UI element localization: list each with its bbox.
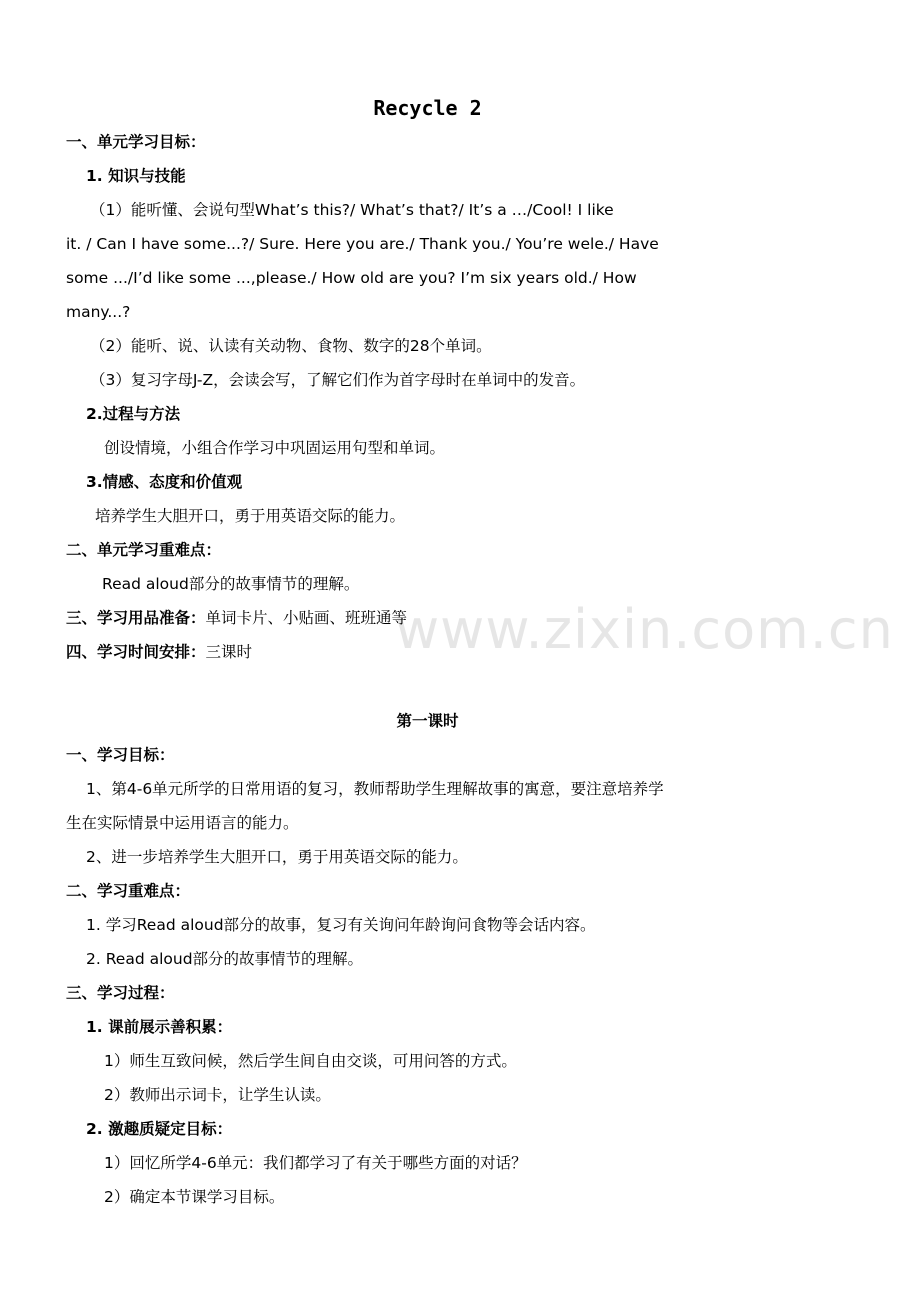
paragraph-line: 1、第4-6单元所学的日常用语的复习，教师帮助学生理解故事的寓意，要注意培养学 (86, 780, 664, 798)
schedule-text: 三课时 (205, 643, 253, 661)
knowledge-skills-heading: 1. 知识与技能 (86, 167, 186, 185)
paragraph-line: 2、进一步培养学生大胆开口，勇于用英语交际的能力。 (86, 848, 468, 866)
learning-process-heading: 三、学习过程： (66, 984, 175, 1002)
motivation-heading: 2. 激趣质疑定目标： (86, 1120, 233, 1138)
materials-text: 单词卡片、小贴画、班班通等 (205, 609, 408, 627)
paragraph-line: 1. 学习Read aloud部分的故事，复习有关询问年龄询问食物等会话内容。 (86, 916, 596, 934)
paragraph-line: 2. Read aloud部分的故事情节的理解。 (86, 950, 364, 968)
paragraph-line: （2）能听、说、认读有关动物、食物、数字的28个单词。 (90, 337, 492, 355)
paragraph-line: many...? (66, 303, 131, 321)
process-method-heading: 2.过程与方法 (86, 405, 181, 423)
paragraph-line: 培养学生大胆开口，勇于用英语交际的能力。 (95, 507, 406, 525)
lesson-goals-heading: 一、学习目标： (66, 746, 175, 764)
paragraph-line: Read aloud部分的故事情节的理解。 (102, 575, 360, 593)
attitude-values-heading: 3.情感、态度和价值观 (86, 473, 243, 491)
paragraph-line: 创设情境，小组合作学习中巩固运用句型和单词。 (104, 439, 446, 457)
unit-goals-heading: 一、单元学习目标： (66, 133, 206, 151)
paragraph-line: 2）教师出示词卡，让学生认读。 (104, 1086, 331, 1104)
paragraph-line: 生在实际情景中运用语言的能力。 (66, 814, 299, 832)
paragraph-line: 2）确定本节课学习目标。 (104, 1188, 285, 1206)
paragraph-line: some .../I’d like some ...,please./ How old are you? I’m six years old./ How (66, 269, 637, 287)
paragraph-line: （3）复习字母J-Z，会读会写，了解它们作为首字母时在单词中的发音。 (90, 371, 586, 389)
preclass-heading: 1. 课前展示善积累： (86, 1018, 233, 1036)
paragraph-line: 1）师生互致问候，然后学生间自由交谈，可用问答的方式。 (104, 1052, 517, 1070)
schedule-line (66, 641, 252, 663)
paragraph-line: 1）回忆所学4-6单元：我们都学习了有关于哪些方面的对话？ (104, 1154, 527, 1172)
watermark: www.zixin.com.cn (395, 598, 894, 661)
paragraph-line: it. / Can I have some...?/ Sure. Here you are./ Thank you./ You’re wele./ Have (66, 235, 659, 253)
lesson-title: 第一课时 (396, 712, 459, 730)
lesson-key-points-heading: 二、学习重难点： (66, 882, 191, 900)
materials-heading: 三、学习用品准备： (66, 609, 206, 627)
schedule-heading: 四、学习时间安排： (66, 643, 206, 661)
key-points-heading: 二、单元学习重难点： (66, 541, 222, 559)
materials-line (66, 607, 407, 629)
paragraph-line: （1）能听懂、会说句型What’s this?/ What’s that?/ It’s a …/Cool! I like (90, 201, 614, 219)
page-title: Recycle 2 (373, 96, 482, 120)
